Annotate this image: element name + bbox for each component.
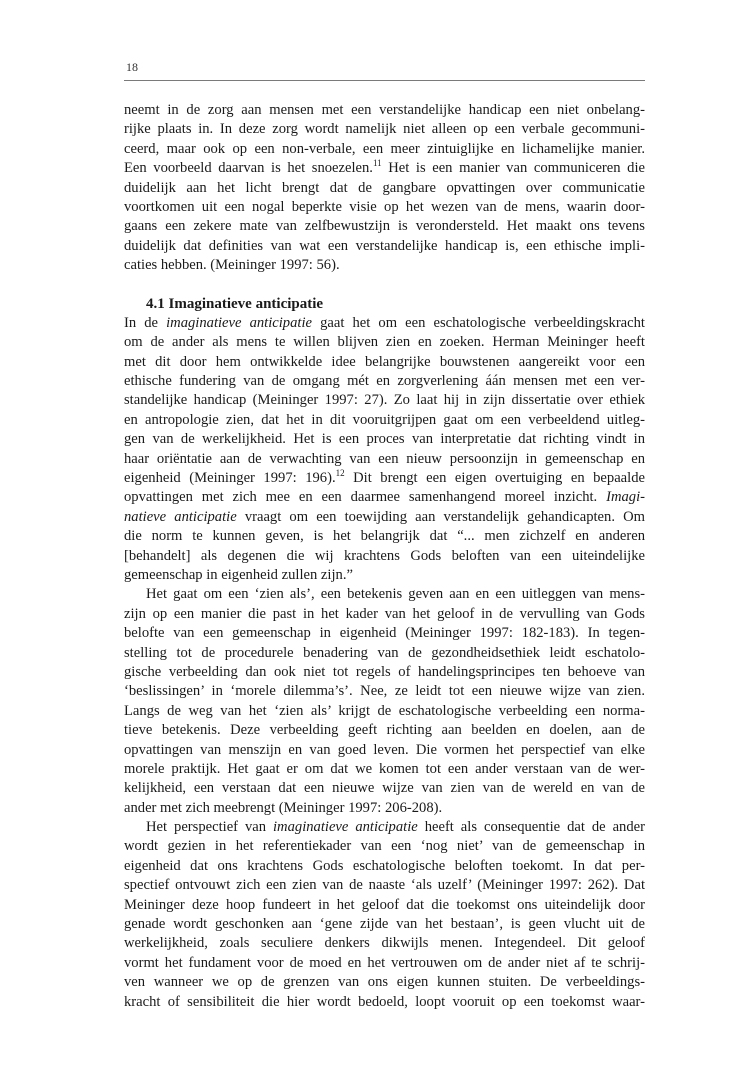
text-segment: Een voorbeeld daarvan is het snoezelen. bbox=[124, 160, 373, 177]
text-line bbox=[124, 488, 645, 507]
text-line: tieve betekenis. Deze verbeelding geeft richting aan beelden en doelen, aan de bbox=[124, 722, 645, 739]
text-line: genade wordt geschonken aan ‘gene zijde van het bestaan’, is geen vlucht uit de bbox=[124, 916, 645, 933]
footnote-ref[interactable]: 11 bbox=[372, 158, 382, 169]
text-line bbox=[124, 159, 645, 178]
text-segment: opvattingen met zich mee en een daarmee samenhangend moreel inzicht. bbox=[124, 489, 607, 506]
text-line: werkelijkheid, zoals seculiere denkers dikwijls menen. Integendeel. Dit geloof bbox=[124, 935, 645, 952]
section-heading: 4.1 Imaginatieve anticipatie bbox=[146, 295, 324, 312]
paragraph bbox=[124, 101, 645, 276]
page-number: 18 bbox=[126, 60, 138, 74]
paragraph bbox=[124, 818, 645, 1012]
text-line: met dit door hem ontwikkelde idee belangrijke bouwstenen aangereikt voor een bbox=[124, 353, 645, 370]
paragraph bbox=[124, 314, 645, 585]
text-line bbox=[124, 818, 645, 837]
italic-term: natieve anticipatie bbox=[124, 508, 237, 525]
text-segment: Het perspectief van bbox=[146, 819, 273, 836]
header-rule bbox=[124, 80, 645, 81]
text-line bbox=[124, 314, 645, 333]
text-line: ven wanneer we op de grenzen van ons eigen kunnen stuiten. De verbeeldings- bbox=[124, 974, 645, 991]
text-line: die norm te kunnen geven, is het belangrijk dat “... men zichzelf en anderen bbox=[124, 528, 645, 545]
text-line: [behandelt] als degenen die wij krachtens Gods beloften van een uiteindelijke bbox=[124, 547, 645, 564]
text-line: stelling tot de procedurele benadering van de gezondheidsethiek leidt eschatolo- bbox=[124, 644, 645, 661]
text-segment: vraagt om een toewijding aan verstandelijk gehandicapten. Om bbox=[236, 508, 645, 525]
text-line: om de ander als mens te willen blijven zien en zoeken. Herman Meininger heeft bbox=[124, 334, 645, 351]
text-line: duidelijk dat definities van wat een verstandelijke handicap is, een ethische impli- bbox=[124, 237, 645, 254]
text-segment: eigenheid (Meininger 1997: 196). bbox=[124, 470, 336, 487]
text-segment: gaat het om een eschatologische verbeeldingskracht bbox=[312, 314, 645, 331]
text-line: caties hebben. (Meininger 1997: 56). bbox=[124, 257, 340, 274]
text-line: ceerd, maar ook op een non-verbale, een meer zintuiglijke en lichamelijke manier. bbox=[124, 140, 645, 157]
text-line: duidelijk aan het licht brengt dat de gangbare opvattingen over communicatie bbox=[124, 179, 645, 196]
text-line: kracht of sensibiliteit die hier wordt bedoeld, loopt vooruit op een toekomst waar- bbox=[124, 993, 645, 1010]
text-line: Het gaat om een ‘zien als’, een betekenis geven aan en een uitleggen van mens- bbox=[146, 586, 645, 603]
text-line: haar oriëntatie aan de verwachting van een nieuw persoonzijn in gemeenschap en bbox=[124, 450, 645, 467]
text-line: belofte van een gemeenschap in eigenheid (Meininger 1997: 182-183). In tegen- bbox=[124, 625, 645, 642]
text-line: vormt het fundament voor de moed en het vertrouwen om de ander niet af te schrij- bbox=[124, 954, 645, 971]
text-line: ander met zich meebrengt (Meininger 1997: 206-208). bbox=[124, 799, 443, 816]
body-text bbox=[124, 101, 645, 1012]
text-line: neemt in de zorg aan mensen met een verstandelijke handicap een niet onbelang- bbox=[124, 102, 645, 118]
text-line: gen van de werkelijkheid. Het is een proces van interpretatie dat richting vindt in bbox=[124, 431, 645, 448]
text-segment: Het is een manier van communiceren die bbox=[381, 160, 645, 177]
text-line: standelijke handicap (Meininger 1997: 27). Zo laat hij in zijn dissertatie over ethiek bbox=[124, 392, 645, 409]
text-line: eigenheid dat ons krachtens Gods eschatologische beloften toekomt. In dat per- bbox=[124, 857, 645, 874]
text-line: voortkomen uit een nogal beperkte visie op het wezen van de mens, waarin door- bbox=[124, 198, 645, 215]
text-line: ‘beslissingen’ in ‘morele dilemma’s’. Nee, ze leidt tot een nieuwe wijze van zien. bbox=[124, 683, 645, 700]
text-line: gaans een zekere mate van zelfbewustzijn is verondersteld. Het maakt ons tevens bbox=[124, 218, 645, 235]
text-line: en antropologie zien, dat het in dit vooruitgrijpen gaat om een verbeeldend uitleg- bbox=[124, 411, 645, 428]
text-line: ethische fundering van de omgang mét en zorgverlening áán mensen met een ver- bbox=[124, 373, 645, 390]
text-line: rijke plaats in. In deze zorg wordt namelijk niet alleen op een verbale gecommuni- bbox=[124, 121, 645, 138]
text-line: zijn op een manier die past in het kader van het geloof in de vervulling van Gods bbox=[124, 605, 645, 622]
paragraph bbox=[124, 585, 645, 818]
italic-term: imaginatieve anticipatie bbox=[166, 314, 312, 331]
text-segment: heeft als consequentie dat de ander bbox=[417, 819, 645, 836]
footnote-ref[interactable]: 12 bbox=[335, 468, 345, 479]
text-line: wordt gezien in het referentiekader van een ‘nog niet’ van de gemeenschap in bbox=[124, 838, 645, 855]
text-segment: In de bbox=[124, 314, 167, 331]
italic-term: Imagi- bbox=[606, 489, 645, 506]
text-line: spectief ontvouwt zich een zien van de naaste ‘als uzelf’ (Meininger 1997: 262). Dat bbox=[124, 877, 645, 894]
text-line bbox=[124, 469, 645, 488]
text-line: Meininger deze hoop fundeert in het geloof dat die toekomst ons uiteindelijk door bbox=[124, 896, 645, 913]
text-segment: Dit brengt een eigen overtuiging en bepaalde bbox=[344, 470, 645, 487]
text-line: gische verbeelding dan ook niet tot regels of handelingsprincipes ten behoeve van bbox=[124, 663, 645, 680]
italic-term: imaginatieve anticipatie bbox=[273, 819, 418, 836]
text-line: opvattingen van menszijn en van goed leven. Die vormen het perspectief van elke bbox=[124, 741, 645, 758]
text-line: morele praktijk. Het gaat er om dat we komen tot een ander verstaan van de wer- bbox=[124, 760, 645, 777]
text-line: kelijkheid, een verstaan dat een nieuwe wijze van zien van de wereld en van de bbox=[124, 780, 645, 797]
text-line bbox=[124, 508, 645, 527]
text-line: Langs de weg van het ‘zien als’ krijgt de eschatologische verbeelding een norma- bbox=[124, 702, 645, 719]
text-line: gemeenschap in eigenheid zullen zijn.” bbox=[124, 566, 353, 583]
